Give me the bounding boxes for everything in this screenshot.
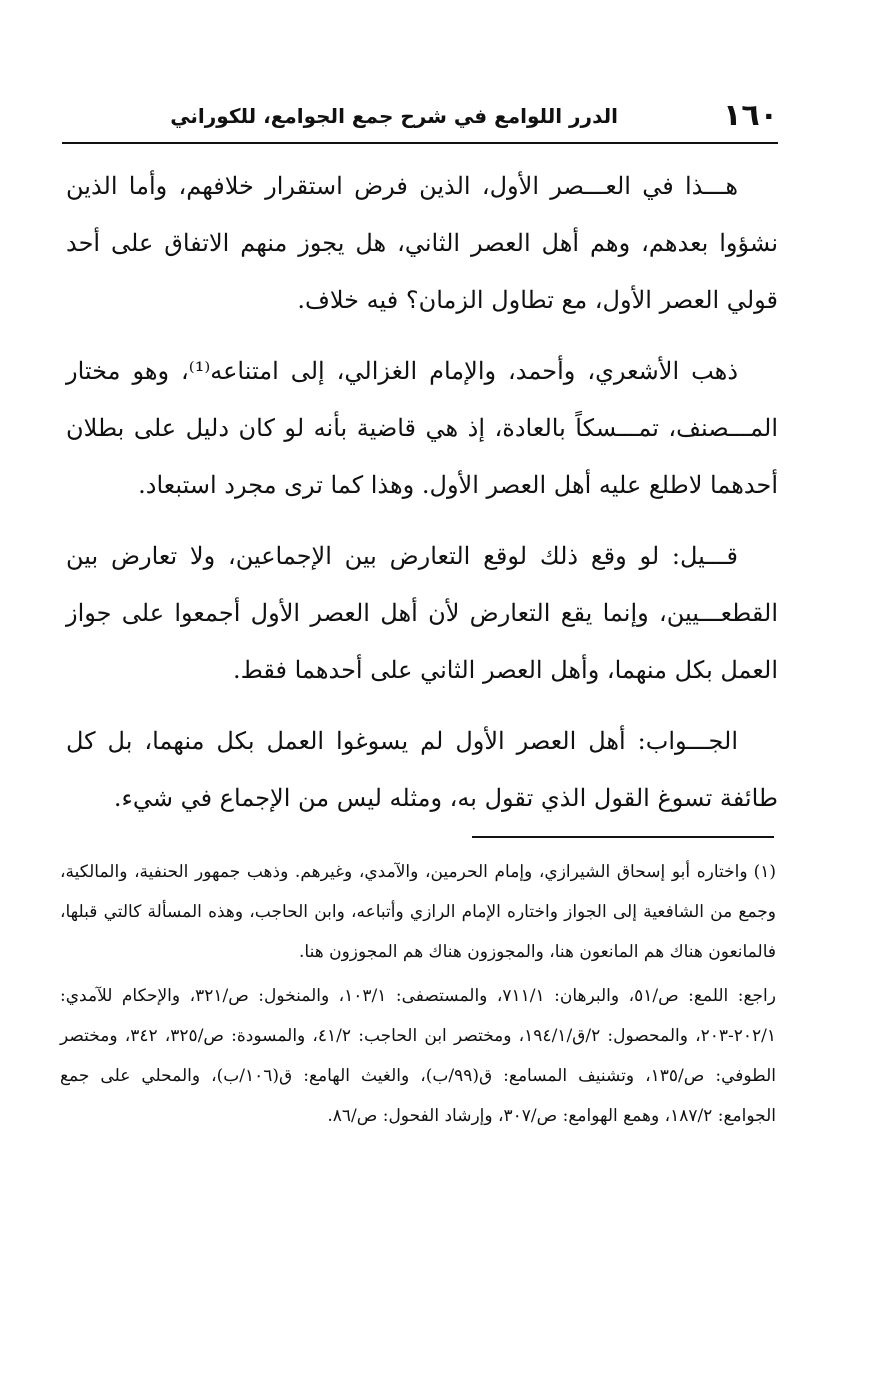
footnote-separator [472,836,774,838]
footnotes [60,852,776,1136]
paragraph: ذهب الأشعري، وأحمد، والإمام الغزالي، إلى امتناعه⁽¹⁾، وهو مختار المـــصنف، تمـــسكاً بالعادة، إذ هي قاضية بأنه لو كان دليل على بطلان أحدهما لاطلع عليه أهل العصر الأول. وهذا كما ترى مجرد استبعاد. [66,357,778,499]
paragraph: قـــيل: لو وقع ذلك لوقع التعارض بين الإجماعين، ولا تعارض بين القطعـــيين، وإنما يقع التعارض لأن أهل العصر الأول أجمعوا على جواز العمل بكل منهما، وأهل العصر الثاني على أحدهما فقط. [66,542,778,684]
main-text [66,158,778,827]
footnote-text: واختاره أبو إسحاق الشيرازي، وإمام الحرمين، والآمدي، وغيرهم. وذهب جمهور الحنفية، والمالكية، وجمع من الشافعية إلى الجواز واختاره الإمام الرازي وأتباعه، وابن الحاجب، وهذه المسألة كالتي قبلها، فالمانعون هناك هم المانعون هنا، والمجوزون هناك هم المجوزون هنا. [60,862,776,962]
footnote-marker: (١) [753,862,776,882]
running-title: الدرر اللوامع في شرح جمع الجوامع، للكوراني [170,104,618,128]
page-header [62,92,778,144]
footnote-references: راجع: اللمع: ص/٥١، والبرهان: ٧١١/١، والمستصفى: ١٠٣/١، والمنخول: ص/٣٢١، والإحكام للآمدي: ٢٠٢/١-٢٠٣، والمحصول: ٢/ق/١٩٤/١، ومختصر ابن الحاجب: ٤١/٢، والمسودة: ص/٣٢٥، ٣٤٢، ومختصر الطوفي: ص/١٣٥، وتشنيف المسامع: ق(٩٩/ب)، والغيث الهامع: ق(١٠٦/ب)، والمحلي على جمع الجوامع: ١٨٧/٢، وهمع الهوامع: ص/٣٠٧، وإرشاد الفحول: ص/٨٦. [60,986,777,1126]
footnote-1 [60,852,776,972]
page-number: ١٦٠ [723,98,778,133]
paragraph: هـــذا في العـــصر الأول، الذين فرض استقرار خلافهم، وأما الذين نشؤوا بعدهم، وهم أهل العصر الثاني، هل يجوز منهم الاتفاق على أحد قولي العصر الأول، مع تطاول الزمان؟ فيه خلاف. [66,172,779,314]
paragraph: الجـــواب: أهل العصر الأول لم يسوغوا العمل بكل منهما، بل كل طائفة تسوغ القول الذي تقول به، ومثله ليس من الإجماع في شيء. [66,727,778,812]
